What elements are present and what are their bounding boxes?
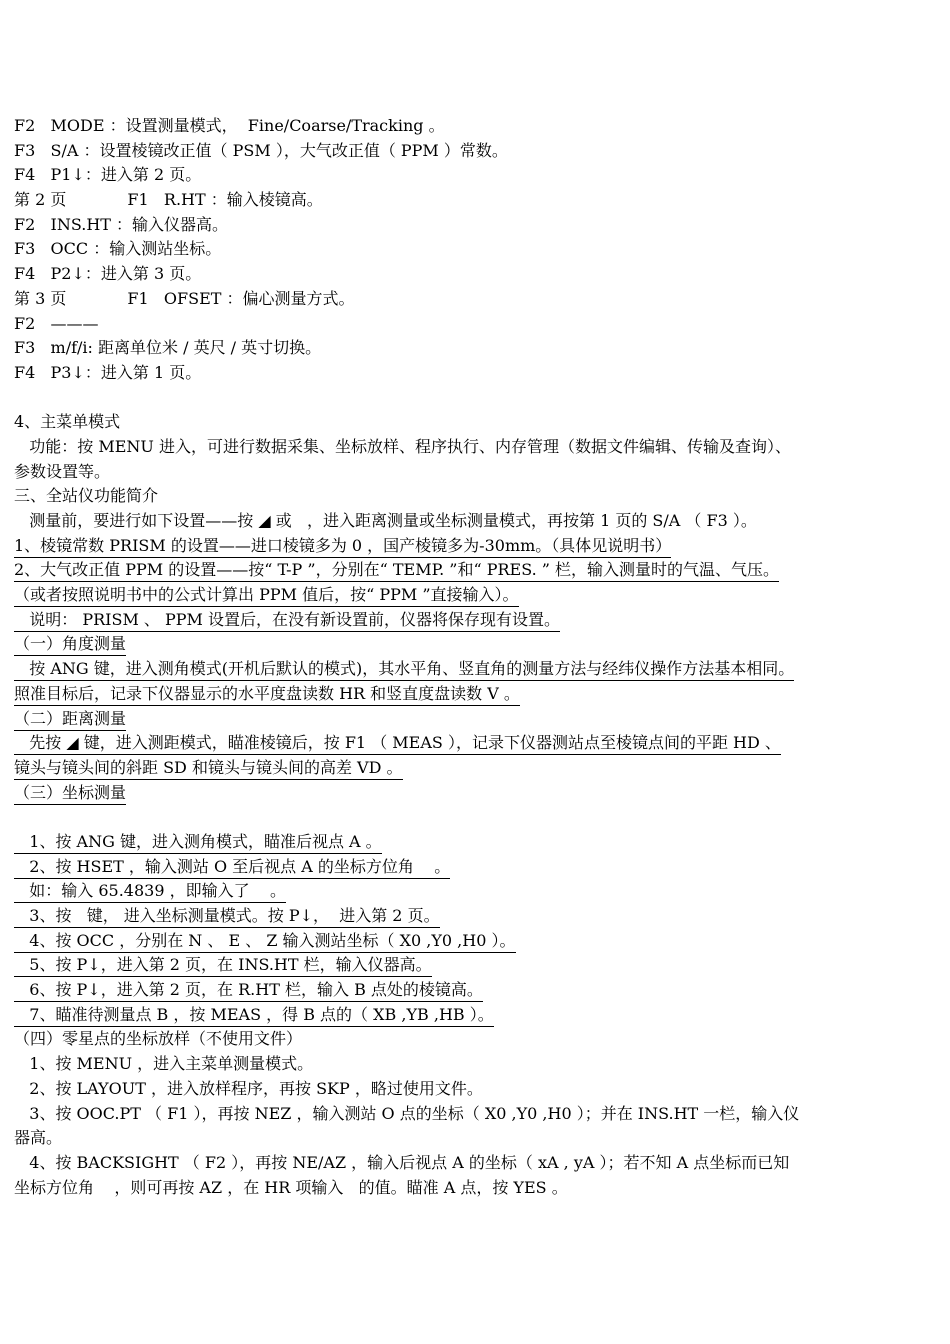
text-line: F2 ———: [14, 313, 99, 333]
underlined-line: 按 ANG 键，进入测角模式(开机后默认的模式)，其水平角、竖直角的测量方法与经纬仪操作方法基本相同。: [14, 658, 794, 681]
underlined-line: 先按 ◢ 键，进入测距模式，瞄准棱镜后，按 F1 （ MEAS ），记录下仪器测站点至棱镜点间的平距 HD 、: [14, 732, 781, 755]
section-heading: 4、主菜单模式: [14, 412, 121, 432]
subsection-heading: （四）零星点的坐标放样（不使用文件）: [14, 1029, 303, 1049]
underlined-line: 2、按 HSET ，输入测站 O 至后视点 A 的坐标方位角 。: [14, 856, 450, 879]
spacer: [14, 805, 949, 830]
underlined-line: （或者按照说明书中的公式计算出 PPM 值后，按“ PPM ”直接输入）。: [14, 584, 519, 607]
text-line: 第 3 页 F1 OFSET ：偏心测量方式。: [14, 288, 355, 308]
document-page: [14, 114, 949, 1200]
text-line: 器高。: [14, 1128, 63, 1148]
spacer: [14, 386, 949, 411]
text-line: F4 P3↓：进入第 1 页。: [14, 362, 202, 382]
text-line: F3 OCC ：输入测站坐标。: [14, 239, 222, 259]
text-line: F4 P1↓：进入第 2 页。: [14, 165, 202, 185]
section-heading: 三、全站仪功能简介: [14, 486, 159, 506]
underlined-line: 1、棱镜常数 PRISM 的设置——进口棱镜多为 0 ，国产棱镜多为-30mm。（具体见说明书）: [14, 535, 671, 558]
underlined-line: 1、按 ANG 键，进入测角模式，瞄准后视点 A 。: [14, 831, 382, 854]
subsection-heading: （一）角度测量: [14, 633, 126, 656]
text-line: 1、按 MENU ，进入主菜单测量模式。: [14, 1054, 314, 1074]
underlined-line: 照准目标后，记录下仪器显示的水平度盘读数 HR 和竖直度盘读数 V 。: [14, 683, 520, 706]
text-line: 功能：按 MENU 进入，可进行数据采集、坐标放样、程序执行、内存管理（数据文件编辑、传输及查询）、: [14, 436, 791, 456]
underlined-line: 7、瞄准待测量点 B ，按 MEAS ，得 B 点的（ XB ,YB ,HB ）。: [14, 1004, 494, 1027]
underlined-line: 说明： PRISM 、 PPM 设置后，在没有新设置前，仪器将保存现有设置。: [14, 609, 560, 632]
underlined-line: 2、大气改正值 PPM 的设置——按“ T-P ”，分别在“ TEMP. ”和“ PRES. ” 栏，输入测量时的气温、气压。: [14, 559, 779, 582]
text-line: F4 P2↓：进入第 3 页。: [14, 264, 202, 284]
text-line: 4、按 BACKSIGHT （ F2 ），再按 NE/AZ ，输入后视点 A 的坐标（ xA , yA ）；若不知 A 点坐标而已知: [14, 1152, 790, 1172]
text-line: F3 S/A ：设置棱镜改正值（ PSM ），大气改正值（ PPM ）常数。: [14, 140, 508, 160]
text-line: F3 m/f/i: 距离单位米 / 英尺 / 英寸切换。: [14, 338, 322, 358]
text-line: F2 MODE ：设置测量模式， Fine/Coarse/Tracking 。: [14, 116, 445, 135]
underlined-line: 4、按 OCC ，分别在 N 、 E 、 Z 输入测站坐标（ X0 ,Y0 ,H0 ）。: [14, 930, 516, 953]
text-line: 测量前，要进行如下设置——按 ◢ 或 ，进入距离测量或坐标测量模式，再按第 1 页的 S/A （ F3 ）。: [14, 511, 757, 530]
text-line: 坐标方位角 ，则可再按 AZ ，在 HR 项输入 的值。瞄准 A 点，按 YES 。: [14, 1177, 568, 1197]
underlined-line: 镜头与镜头间的斜距 SD 和镜头与镜头间的高差 VD 。: [14, 757, 403, 780]
text-line: 3、按 OOC.PT （ F1 ），再按 NEZ ，输入测站 O 点的坐标（ X0 ,Y0 ,H0 ）；并在 INS.HT 一栏，输入仪: [14, 1103, 800, 1123]
underlined-line: 3、按 键， 进入坐标测量模式。按 P↓， 进入第 2 页。: [14, 905, 440, 928]
underlined-line: 6、按 P↓，进入第 2 页，在 R.HT 栏，输入 B 点处的棱镜高。: [14, 979, 483, 1002]
underlined-line: 如：输入 65.4839 ，即输入了 。: [14, 880, 286, 903]
underlined-line: 5、按 P↓，进入第 2 页，在 INS.HT 栏，输入仪器高。: [14, 954, 432, 977]
subsection-heading: （二）距离测量: [14, 708, 126, 731]
text-line: 参数设置等。: [14, 461, 111, 481]
text-line: F2 INS.HT ：输入仪器高。: [14, 214, 229, 234]
text-line: 第 2 页 F1 R.HT ：输入棱镜高。: [14, 190, 323, 210]
text-line: 2、按 LAYOUT ，进入放样程序，再按 SKP ，略过使用文件。: [14, 1078, 483, 1098]
subsection-heading: （三）坐标测量: [14, 782, 126, 805]
